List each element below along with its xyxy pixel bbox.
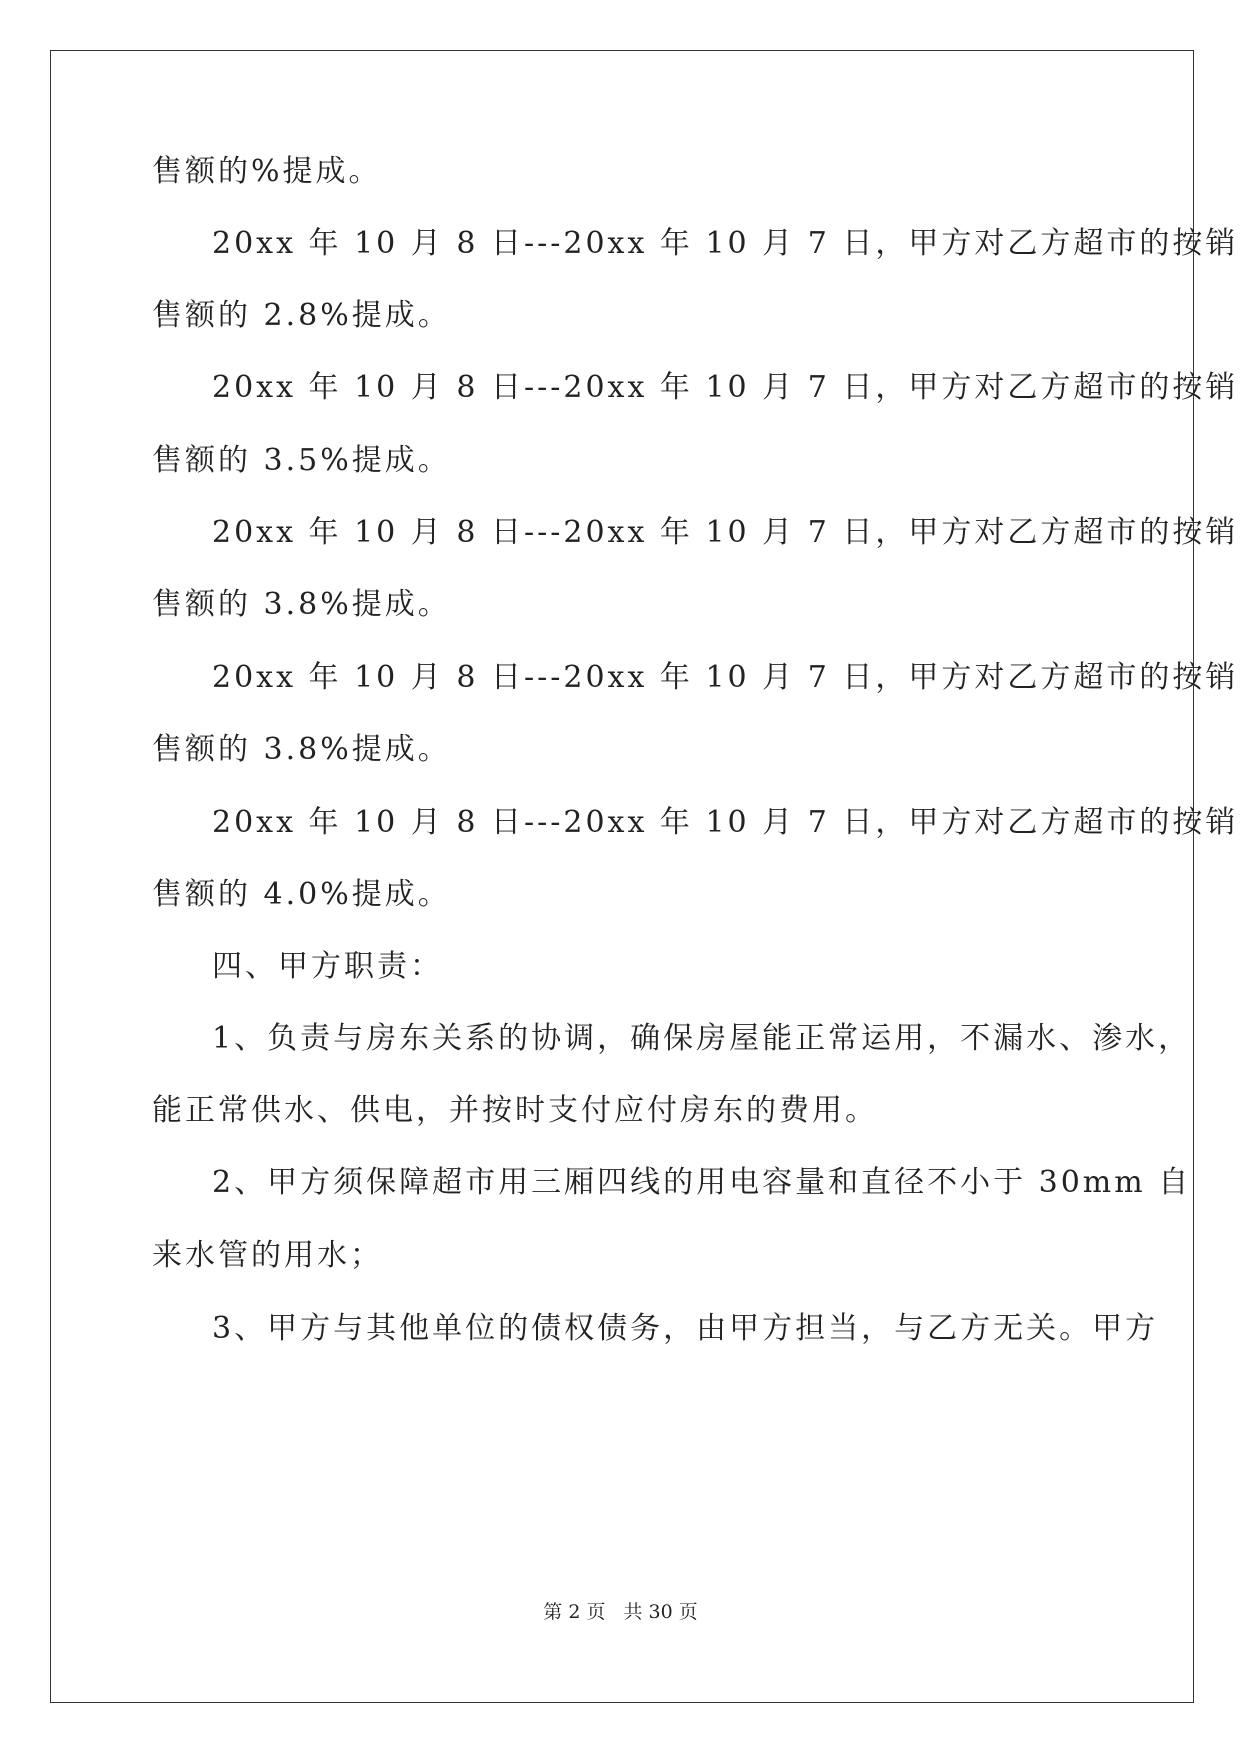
- text-line: 20xx 年 10 月 8 日---20xx 年 10 月 7 日，甲方对乙方超市的按销: [212, 370, 1239, 405]
- text-line: 售额的 3.5%提成。: [152, 443, 451, 478]
- text-line: 20xx 年 10 月 8 日---20xx 年 10 月 7 日，甲方对乙方超市的按销: [212, 660, 1239, 695]
- text-line: 售额的 3.8%提成。: [152, 587, 451, 622]
- text-line: 售额的%提成。: [152, 154, 382, 189]
- text-line: 20xx 年 10 月 8 日---20xx 年 10 月 7 日，甲方对乙方超市的按销: [212, 805, 1239, 840]
- text-line: 来水管的用水；: [152, 1238, 383, 1273]
- text-line: 20xx 年 10 月 8 日---20xx 年 10 月 7 日，甲方对乙方超市的按销: [212, 226, 1239, 261]
- page-footer: [0, 1600, 1241, 1624]
- text-line: 能正常供水、供电，并按时支付应付房东的费用。: [152, 1093, 878, 1128]
- text-line: 3、甲方与其他单位的债权债务，由甲方担当，与乙方无关。甲方: [212, 1311, 1159, 1346]
- section-heading: 四、甲方职责：: [212, 949, 443, 984]
- text-line: 20xx 年 10 月 8 日---20xx 年 10 月 7 日，甲方对乙方超市的按销: [212, 515, 1239, 550]
- text-line: 2、甲方须保障超市用三厢四线的用电容量和直径不小于 30mm 自: [212, 1165, 1192, 1200]
- text-line: 售额的 4.0%提成。: [152, 877, 451, 912]
- text-line: 售额的 3.8%提成。: [152, 732, 451, 767]
- text-line: 售额的 2.8%提成。: [152, 298, 451, 333]
- page-number: 第 2 页: [543, 1601, 606, 1623]
- text-line: 1、负责与房东关系的协调，确保房屋能正常运用，不漏水、渗水，: [212, 1021, 1192, 1056]
- page-total: 共 30 页: [623, 1601, 698, 1623]
